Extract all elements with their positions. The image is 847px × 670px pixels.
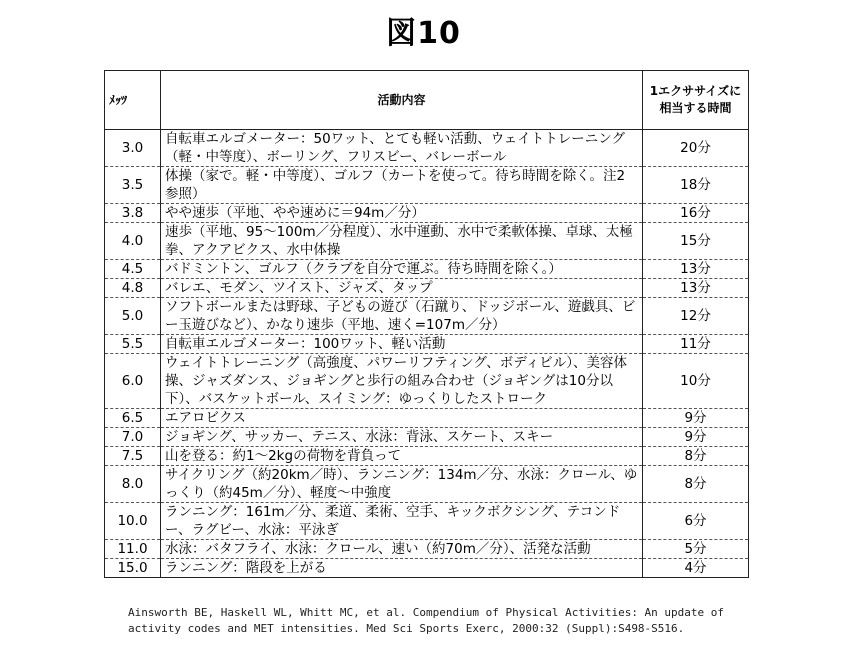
activity-description: ジョギング、サッカー、テニス、水泳：背泳、スケート、スキー: [161, 428, 643, 447]
table-row: [105, 559, 749, 578]
activity-description: 体操（家で。軽・中等度）、ゴルフ（カートを使って。待ち時間を除く。注2参照）: [161, 167, 643, 204]
mets-value: 3.0: [105, 130, 161, 167]
time-value: 20分: [643, 130, 749, 167]
activity-description: 自転車エルゴメーター：50ワット、とても軽い活動、ウェイトトレーニング（軽・中等度）、ボーリング、フリスビー、バレーボール: [161, 130, 643, 167]
table-row: [105, 354, 749, 409]
activity-description: ランニング：階段を上がる: [161, 559, 643, 578]
table-row: [105, 260, 749, 279]
mets-value: 7.0: [105, 428, 161, 447]
time-value: 5分: [643, 540, 749, 559]
activity-description: サイクリング（約20km／時）、ランニング：134m／分、水泳：クロール、ゆっくり（約45m／分）、軽度～中強度: [161, 466, 643, 503]
activity-description: 速歩（平地、95～100m／分程度）、水中運動、水中で柔軟体操、卓球、太極拳、アクアビクス、水中体操: [161, 223, 643, 260]
mets-value: 15.0: [105, 559, 161, 578]
mets-value: 4.8: [105, 279, 161, 298]
header-time: 1エクササイズに相当する時間: [643, 71, 749, 130]
time-value: 11分: [643, 335, 749, 354]
mets-value: 3.8: [105, 204, 161, 223]
time-value: 4分: [643, 559, 749, 578]
table-row: [105, 298, 749, 335]
activity-description: 山を登る：約1～2kgの荷物を背負って: [161, 447, 643, 466]
mets-value: 5.0: [105, 298, 161, 335]
mets-value: 6.0: [105, 354, 161, 409]
time-value: 8分: [643, 447, 749, 466]
mets-value: 7.5: [105, 447, 161, 466]
mets-value: 10.0: [105, 503, 161, 540]
table-row: [105, 204, 749, 223]
time-value: 10分: [643, 354, 749, 409]
mets-value: 4.5: [105, 260, 161, 279]
header-row: [105, 71, 749, 130]
time-value: 13分: [643, 260, 749, 279]
table-row: [105, 447, 749, 466]
time-value: 13分: [643, 279, 749, 298]
activity-description: バレエ、モダン、ツイスト、ジャズ、タップ: [161, 279, 643, 298]
table-row: [105, 335, 749, 354]
table-row: [105, 279, 749, 298]
table-row: [105, 223, 749, 260]
time-value: 15分: [643, 223, 749, 260]
time-value: 16分: [643, 204, 749, 223]
header-mets: ﾒｯﾂ: [105, 71, 161, 130]
mets-value: 4.0: [105, 223, 161, 260]
mets-value: 8.0: [105, 466, 161, 503]
activity-description: ランニング：161m／分、柔道、柔術、空手、キックボクシング、テコンドー、ラグビー、水泳：平泳ぎ: [161, 503, 643, 540]
table-row: [105, 167, 749, 204]
mets-value: 6.5: [105, 409, 161, 428]
table-row: [105, 409, 749, 428]
time-value: 18分: [643, 167, 749, 204]
time-value: 9分: [643, 409, 749, 428]
activity-description: 自転車エルゴメーター：100ワット、軽い活動: [161, 335, 643, 354]
mets-value: 5.5: [105, 335, 161, 354]
activity-description: エアロビクス: [161, 409, 643, 428]
activity-description: バドミントン、ゴルフ（クラブを自分で運ぶ。待ち時間を除く。）: [161, 260, 643, 279]
activity-description: ソフトボールまたは野球、子どもの遊び（石蹴り、ドッジボール、遊戯具、ビー玉遊びなど）、かなり速歩（平地、速く=107m／分）: [161, 298, 643, 335]
mets-value: 3.5: [105, 167, 161, 204]
time-value: 6分: [643, 503, 749, 540]
table-row: [105, 466, 749, 503]
time-value: 8分: [643, 466, 749, 503]
citation-text: Ainsworth BE, Haskell WL, Whitt MC, et al. Compendium of Physical Activities: An update of activity codes and MET intensities. Med Sci Sports Exerc, 2000:32 (Suppl):S498-S516.: [128, 606, 731, 635]
time-value: 12分: [643, 298, 749, 335]
table-row: [105, 130, 749, 167]
table-row: [105, 503, 749, 540]
mets-value: 11.0: [105, 540, 161, 559]
table-body: [105, 130, 749, 578]
table-row: [105, 540, 749, 559]
figure-title: 図10: [386, 16, 461, 51]
activity-description: ウェイトトレーニング（高強度、パワーリフティング、ボディビル）、美容体操、ジャズダンス、ジョギングと歩行の組み合わせ（ジョギングは10分以下）、バスケットボール、スイミング：ゆっくりしたストローク: [161, 354, 643, 409]
table-row: [105, 428, 749, 447]
header-activity: 活動内容: [161, 71, 643, 130]
activity-description: 水泳：バタフライ、水泳：クロール、速い（約70m／分）、活発な活動: [161, 540, 643, 559]
time-value: 9分: [643, 428, 749, 447]
activity-description: やや速歩（平地、やや速めに＝94m／分）: [161, 204, 643, 223]
mets-table: [104, 70, 749, 578]
